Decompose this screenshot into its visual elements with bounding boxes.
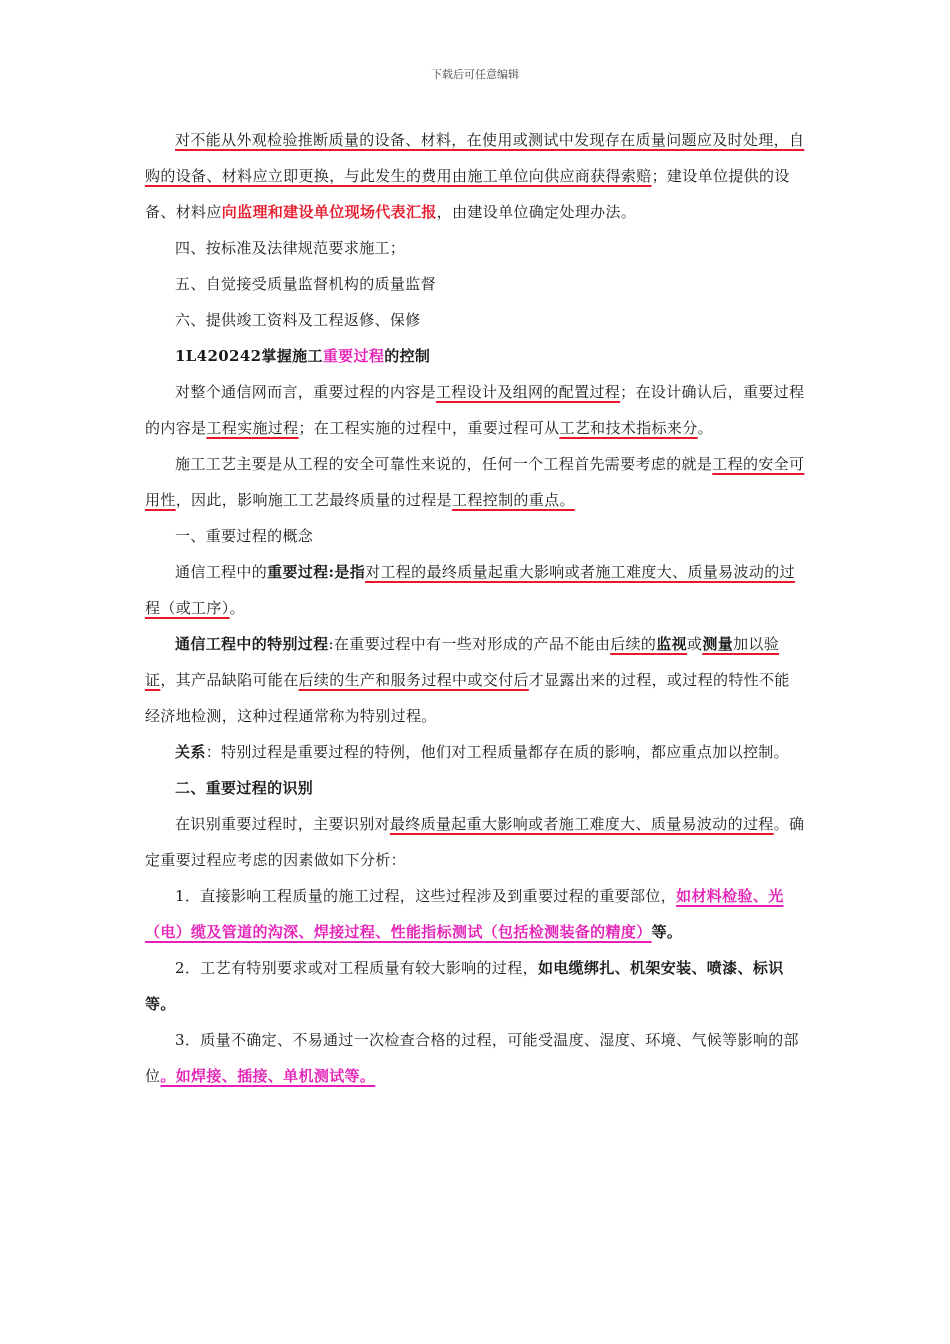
bold-text: 等。	[651, 923, 683, 941]
text: 。确定重要过程应考虑的因素做如下分析：	[145, 815, 805, 869]
bold-text: 关系	[175, 743, 206, 761]
text: 通信工程中的	[175, 563, 268, 581]
bold-examples: 如电缆绑扎、机架安装、喷漆、标识等。	[145, 959, 784, 1013]
text: 才显露出来的过程，或过程的特性不能经济地检测，这种过程通常称为特别过程。	[145, 671, 790, 725]
underlined-text: 对不能从外观检验推断质量的设备、材料，在使用或测试中发现存在质量问题应及时处理，自购的设备、材料应立即更换，与此发生的费用由施工单位向供应商获得索赔	[145, 131, 805, 185]
list-item-5: 五、自觉接受质量监督机构的质量监督	[175, 275, 436, 293]
emphasis-text: 向监理和建设单位现场代表汇报	[221, 203, 437, 221]
factor-item-3	[145, 1022, 805, 1094]
paragraph-relationship	[145, 734, 805, 770]
bold-text: 重要过程:是指	[267, 563, 366, 581]
underlined-text: 工程控制的重点。	[452, 491, 575, 509]
factor-item-1	[145, 878, 805, 950]
text: ，其产品缺陷可能在	[160, 671, 299, 689]
highlighted-examples: 。如焊接、插接、单机测试等。	[160, 1067, 376, 1085]
text: ：特别过程是重要过程的特例，他们对工程质量都存在质的影响，都应重点加以控制。	[205, 743, 790, 761]
bold-text: 通信工程中的特别过程	[175, 635, 329, 653]
heading-text: 的控制	[384, 347, 431, 365]
text: 1．直接影响工程质量的施工过程，这些过程涉及到重要过程的重要部位，	[175, 887, 677, 905]
text: 施工工艺主要是从工程的安全可靠性来说的，任何一个工程首先需要考虑的就是	[175, 455, 713, 473]
paragraph-network-process	[145, 374, 805, 446]
underlined-text: 工程设计及组网的配置过程	[435, 383, 621, 401]
text: 对整个通信网而言，重要过程的内容是	[175, 383, 436, 401]
underlined-text: 后续的	[610, 635, 657, 653]
heading-highlight: 重要过程	[322, 347, 385, 365]
underlined-bold-text: 监视	[656, 635, 687, 653]
text: 或	[687, 635, 703, 653]
text: ；在设计确认后，重要过程的内容是	[145, 383, 805, 437]
text: 。	[229, 599, 245, 617]
subheading-identification	[145, 770, 805, 806]
text: 3．质量不确定、不易通过一次检查合格的过程，可能受温度、湿度、环境、气候等影响的部位	[145, 1031, 799, 1085]
underlined-text: 工程的安全可用性	[145, 455, 805, 509]
heading-text: 二、重要过程的识别	[175, 779, 314, 797]
section-heading	[145, 338, 805, 374]
page-header: 下载后可任意编辑	[431, 68, 519, 81]
document-body	[145, 122, 805, 1094]
paragraph-equipment-handling	[145, 122, 805, 230]
paragraph-construction-craft	[145, 446, 805, 518]
text: 。	[697, 419, 713, 437]
list-item-4: 四、按标准及法律规范要求施工；	[175, 239, 406, 257]
paragraph-identification	[145, 806, 805, 878]
paragraph-important-process-definition	[145, 554, 805, 626]
underlined-text: 工艺和技术指标来分	[559, 419, 698, 437]
text: 2．工艺有特别要求或对工程质量有较大影响的过程，	[175, 959, 538, 977]
list-item-6: 六、提供竣工资料及工程返修、保修	[175, 311, 421, 329]
underlined-text: 对工程的最终质量起重大影响或者施工难度大、质量易波动的过程（或工序）	[145, 563, 795, 617]
underlined-text: 加以验证	[145, 635, 780, 689]
text: ；在工程实施的过程中，重要过程可从	[298, 419, 560, 437]
text: 在识别重要过程时，主要识别对	[175, 815, 390, 833]
underlined-text: 工程实施过程	[206, 419, 299, 437]
subheading-concept: 一、重要过程的概念	[175, 527, 314, 545]
text: ，因此，影响施工工艺最终质量的过程是	[175, 491, 453, 509]
highlighted-examples: 如材料检验、光（电）缆及管道的沟深、焊接过程、性能指标测试（包括检测装备的精度）	[145, 887, 784, 941]
text: ；建设单位提供的设备、材料应	[145, 167, 790, 221]
underlined-text: 后续的生产和服务过程中或交付后	[298, 671, 529, 689]
underlined-text: 最终质量起重大影响或者施工难度大、质量易波动的过程	[389, 815, 774, 833]
underlined-bold-text: 测量	[702, 635, 734, 653]
heading-text: 1L420242掌握施工	[175, 347, 323, 365]
text: :在重要过程中有一些对形成的产品不能由	[328, 635, 611, 653]
paragraph-special-process-definition	[145, 626, 805, 734]
text: ，由建设单位确定处理办法。	[436, 203, 637, 221]
factor-item-2	[145, 950, 805, 1022]
